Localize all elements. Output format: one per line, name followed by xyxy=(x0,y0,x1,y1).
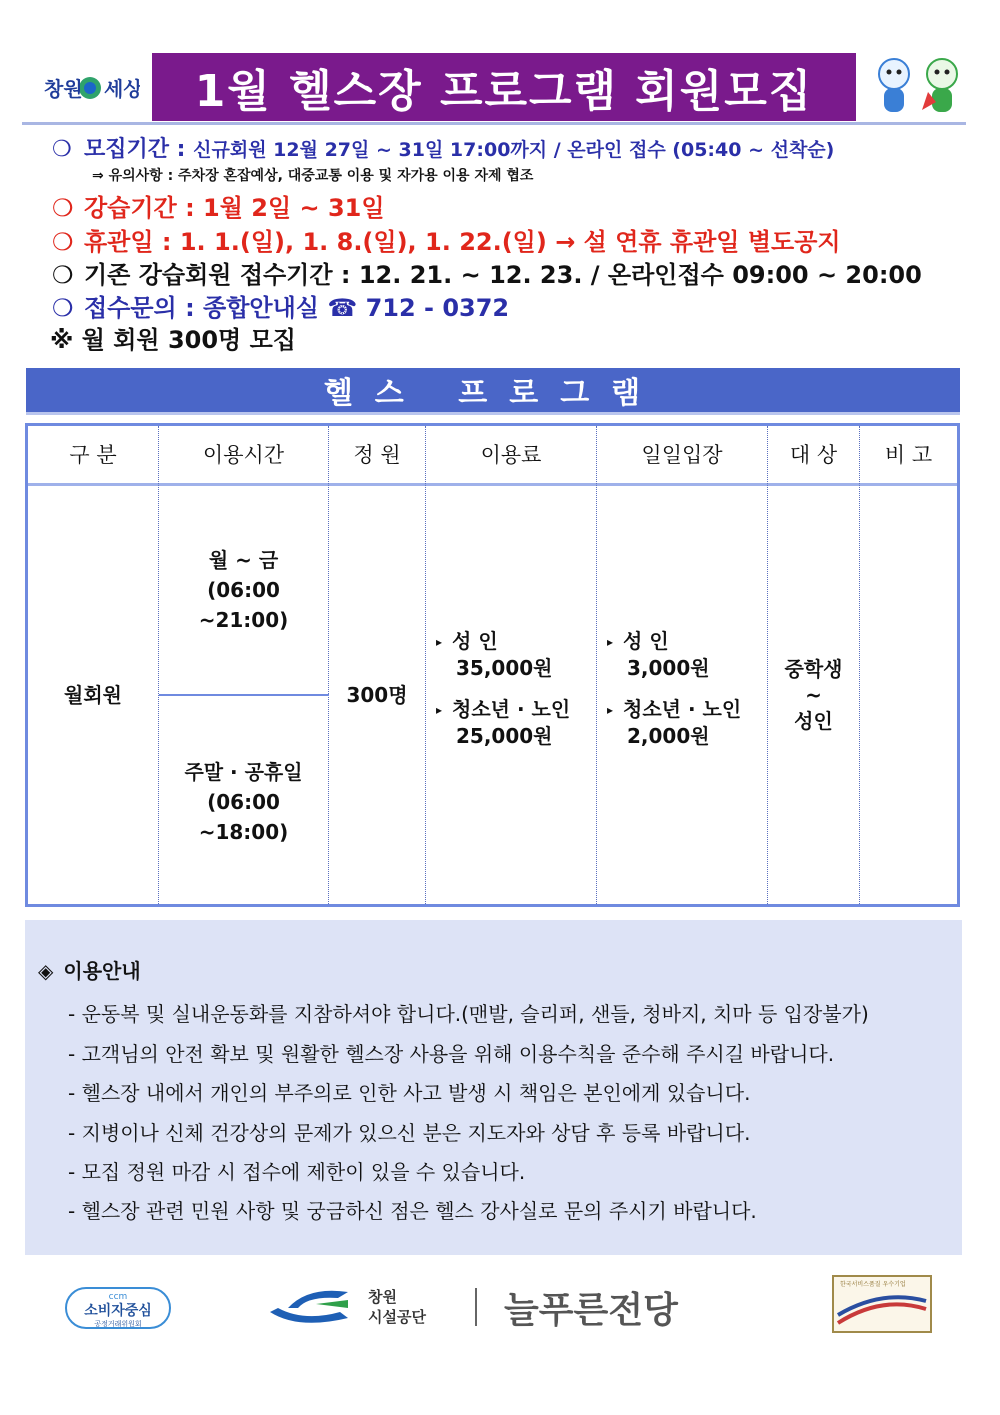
fee-youth-label: 청소년 · 노인 xyxy=(452,697,571,721)
fee-adult-price: 35,000원 xyxy=(456,656,553,680)
header-daily: 일일입장 xyxy=(641,443,723,467)
hours-divider xyxy=(159,694,329,696)
course-period: ❍ 강습기간 : 1월 2일 ~ 31일 xyxy=(52,194,385,222)
weekend-days: 주말 · 공휴일 xyxy=(184,760,303,784)
guide-item: - 모집 정원 마감 시 접수에 제한이 있을 수 있습니다. xyxy=(68,1160,526,1184)
ccm-logo xyxy=(64,1282,172,1334)
daily-cell xyxy=(607,628,741,750)
daily-youth-label: 청소년 · 노인 xyxy=(623,697,742,721)
svg-text:한국서비스품질 우수기업: 한국서비스품질 우수기업 xyxy=(840,1281,906,1288)
guide-item: - 고객님의 안전 확보 및 원활한 헬스장 사용을 위해 이용수칙을 준수해 주시길 바랍니다. xyxy=(68,1042,835,1066)
guide-item: - 헬스장 내에서 개인의 부주의로 인한 사고 발생 시 책임은 본인에게 있습니다. xyxy=(68,1081,751,1105)
capacity-cell: 300명 xyxy=(346,683,408,707)
triangle-bullet-icon: ▸ xyxy=(607,635,614,650)
header-capacity: 정 원 xyxy=(353,443,401,467)
closed-days: ❍ 휴관일 : 1. 1.(일), 1. 8.(일), 1. 22.(일) → 설 연휴 휴관일 별도공지 xyxy=(52,228,841,256)
changwon-logo xyxy=(40,62,140,114)
fee-youth-price: 25,000원 xyxy=(456,724,553,748)
weekend-hours-cell xyxy=(159,752,328,852)
page-title: 1월 헬스장 프로그램 회원모집 xyxy=(152,53,856,121)
target-tilde: ~ xyxy=(805,683,822,707)
inquiry-info: ❍ 접수문의 : 종합안내실 ☎ 712 - 0372 xyxy=(52,294,510,322)
column-divider xyxy=(596,426,597,904)
weekday-days: 월 ~ 금 xyxy=(208,548,279,572)
mascot-icon xyxy=(866,52,970,122)
daily-adult-label: 성 인 xyxy=(623,629,669,653)
target-from: 중학생 xyxy=(784,657,843,681)
guide-item: - 헬스장 관련 민원 사항 및 궁금하신 점은 헬스 강사실로 문의 주시기 바랍니다. xyxy=(68,1199,757,1223)
weekday-hours-cell xyxy=(159,540,328,640)
svg-text:소비자중심: 소비자중심 xyxy=(84,1303,152,1319)
weekend-time: (06:00 ~18:00) xyxy=(198,790,289,844)
header-remarks: 비 고 xyxy=(884,443,933,467)
guide-item: - 운동복 및 실내운동화를 지참하셔야 합니다.(맨발, 슬리퍼, 샌들, 청바지, 치마 등 입장불가) xyxy=(68,1002,869,1026)
ksqi-badge xyxy=(832,1275,932,1333)
svg-text:ccm: ccm xyxy=(108,1292,128,1302)
svg-text:시설공단: 시설공단 xyxy=(368,1308,426,1326)
remarks-cell xyxy=(860,486,957,904)
svg-text:창원: 창원 xyxy=(44,77,83,101)
section-heading: 헬스 프로그램 xyxy=(26,368,960,415)
target-cell xyxy=(768,486,859,904)
svg-text:창원: 창원 xyxy=(368,1288,397,1306)
header-category: 구 분 xyxy=(69,443,117,467)
svg-text:공정거래위원회: 공정거래위원회 xyxy=(94,1320,142,1328)
daily-youth-price: 2,000원 xyxy=(627,724,710,748)
row-label: 월회원 xyxy=(64,683,122,707)
svg-text:세상: 세상 xyxy=(104,77,140,101)
guide-title: ◈ 이용안내 xyxy=(38,959,141,983)
daily-adult-price: 3,000원 xyxy=(627,656,710,680)
notice-text: ⇒ 유의사항 : 주차장 혼잡예상, 대중교통 이용 및 자가용 이용 자제 협조 xyxy=(92,168,534,184)
triangle-bullet-icon: ▸ xyxy=(436,703,443,718)
target-to: 성인 xyxy=(794,709,833,733)
triangle-bullet-icon: ▸ xyxy=(607,703,614,718)
capacity-note: ※ 월 회원 300명 모집 xyxy=(50,326,296,354)
fee-adult-label: 성 인 xyxy=(452,629,498,653)
header-hours: 이용시간 xyxy=(202,443,285,467)
recruit-period: ❍ 모집기간 : 신규회원 12월 27일 ~ 31일 17:00까지 / 온라인 접수 (05:40 ~ 선착순) xyxy=(52,137,835,162)
existing-member-period: ❍ 기존 강습회원 접수기간 : 12. 21. ~ 12. 23. / 온라인접수 09:00 ~ 20:00 xyxy=(52,261,922,289)
column-divider xyxy=(425,426,426,904)
org-logo xyxy=(268,1278,728,1338)
guide-item: - 지병이나 신체 건강상의 문제가 있으신 분은 지도자와 상담 후 등록 바랍니다. xyxy=(68,1121,751,1145)
diamond-icon: ◈ xyxy=(38,959,54,983)
header-fee: 이용료 xyxy=(480,443,542,467)
header-target: 대 상 xyxy=(789,443,838,467)
weekday-time: (06:00 ~21:00) xyxy=(198,578,289,632)
svg-text:늘푸른전당: 늘푸른전당 xyxy=(504,1290,678,1331)
triangle-bullet-icon: ▸ xyxy=(436,635,443,650)
fee-cell xyxy=(436,628,570,750)
title-divider xyxy=(22,122,966,125)
